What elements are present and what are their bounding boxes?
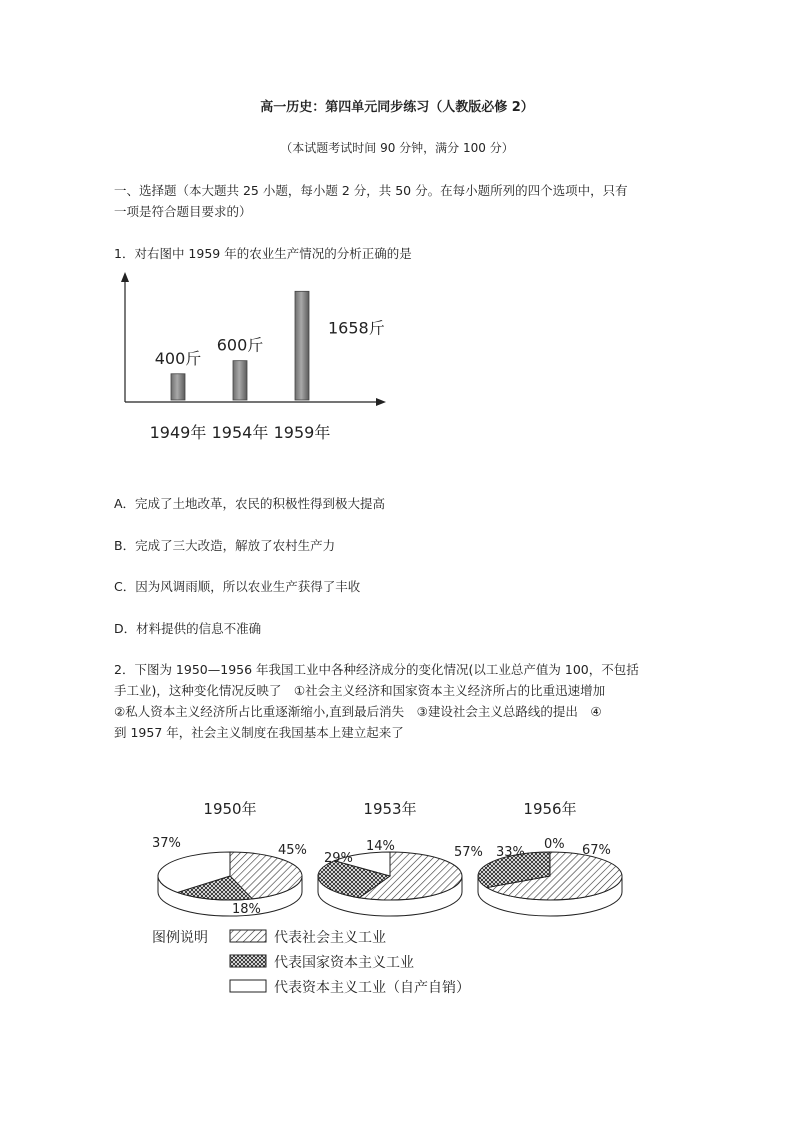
pie-data-label: 14% (366, 839, 395, 854)
bar-data-label: 1658斤 (328, 318, 385, 338)
x-tick-label: 1954年 (211, 423, 269, 442)
pie-data-label: 0% (544, 837, 565, 852)
q1-option-d[interactable]: D．材料提供的信息不准确 (114, 621, 262, 636)
q1-bar-chart (110, 268, 400, 448)
legend-swatch (230, 930, 266, 942)
q1-option-a[interactable]: A．完成了土地改革，农民的积极性得到极大提高 (114, 496, 386, 511)
page-title: 高一历史：第四单元同步练习（人教版必修 2） (260, 100, 534, 115)
pie-data-label: 18% (232, 902, 261, 917)
pie-data-label: 57% (454, 845, 483, 860)
legend-swatch (230, 980, 266, 992)
pie-data-label: 67% (582, 843, 611, 858)
q1-option-c[interactable]: C．因为风调雨顺，所以农业生产获得了丰收 (114, 579, 361, 594)
q2-stem-line: ②私人资本主义经济所占比重逐渐缩小,直到最后消失 ③建设社会主义总路线的提出 ④ (114, 704, 602, 719)
bar-1954年 (233, 361, 247, 400)
legend-entry: 代表社会主义工业 (274, 930, 386, 946)
q1-stem: 1．对右图中 1959 年的农业生产情况的分析正确的是 (114, 246, 412, 261)
q2-stem-line: 手工业)，这种变化情况反映了 ①社会主义经济和国家资本主义经济所占的比重迅速增加 (114, 683, 606, 698)
pie-title: 1956年 (523, 800, 577, 818)
legend-entry: 代表资本主义工业（自产自销） (274, 980, 470, 996)
exam-info: （本试题考试时间 90 分钟，满分 100 分） (280, 141, 514, 155)
pie-title: 1953年 (363, 800, 417, 818)
q2-stem-line: 2．下图为 1950—1956 年我国工业中各种经济成分的变化情况(以工业总产值为 100，不包括 (114, 662, 639, 677)
section-heading-line: 一、选择题（本大题共 25 小题，每小题 2 分，共 50 分。在每小题所列的四个选项中，只有 (114, 183, 628, 198)
q2-pie-charts (140, 790, 650, 1005)
section-heading (114, 180, 686, 222)
pie-data-label: 33% (496, 845, 525, 860)
bar-1959年 (295, 291, 309, 400)
legend-title: 图例说明 (152, 930, 208, 946)
bar-data-label: 400斤 (154, 348, 202, 368)
x-tick-label: 1959年 (273, 423, 331, 442)
q2-stem (114, 659, 694, 743)
section-heading-line: 一项是符合题目要求的） (114, 204, 252, 219)
q1-option-b[interactable]: B．完成了三大改造，解放了农村生产力 (114, 538, 336, 553)
y-axis-arrow (121, 272, 129, 282)
pie-data-label: 37% (152, 836, 181, 851)
bar-1949年 (171, 374, 185, 400)
x-tick-label: 1949年 (149, 423, 207, 442)
q2-stem-line: 到 1957 年，社会主义制度在我国基本上建立起来了 (114, 725, 404, 740)
legend-entry: 代表国家资本主义工业 (274, 955, 414, 971)
pie-data-label: 29% (324, 851, 353, 866)
bar-data-label: 600斤 (216, 335, 264, 355)
pie-data-label: 45% (278, 843, 307, 858)
x-axis-arrow (376, 398, 386, 406)
pie-title: 1950年 (203, 800, 257, 818)
legend-swatch (230, 955, 266, 967)
